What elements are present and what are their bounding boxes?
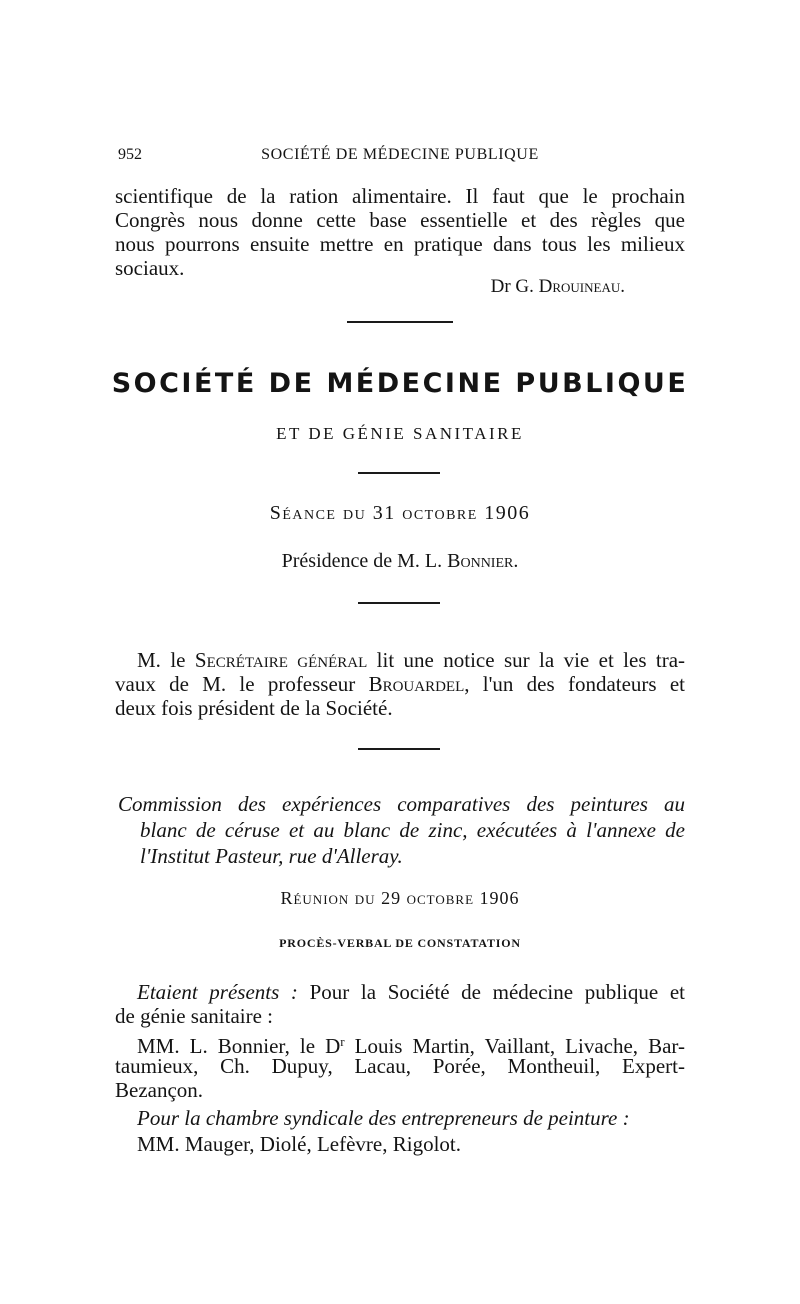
intro-line-4: sociaux. <box>115 256 185 280</box>
divider-rule <box>358 472 440 474</box>
notice-text: l'un des fondateurs et <box>482 672 686 696</box>
attendees-line-5: Bezançon. <box>115 1078 204 1102</box>
divider-rule <box>358 748 440 750</box>
divider-rule <box>358 602 440 604</box>
intro-line-2: Congrès nous donne cette base essentielle et des règles que <box>115 208 685 232</box>
notice-person: Brouardel, <box>368 672 470 696</box>
page-number: 952 <box>118 146 142 163</box>
chamber-members: MM. Mauger, Diolé, Lefèvre, Rigolot. <box>137 1132 462 1156</box>
attendees-text: MM. L. Bonnier, le D <box>137 1034 341 1059</box>
signature-name: G. Drouineau. <box>515 276 625 297</box>
divider-rule <box>347 321 453 323</box>
notice-line-1 <box>115 648 685 672</box>
notice-text: lit une notice sur la vie et les tra- <box>376 648 686 672</box>
attendees-line-4: taumieux, Ch. Dupuy, Lacau, Porée, Montheuil, Expert- <box>115 1054 685 1078</box>
present-label: Etaient présents : <box>137 980 298 1004</box>
presidence-prefix: Présidence de M. L. <box>281 550 443 572</box>
session-date: Séance du 31 octobre 1906 <box>269 502 531 524</box>
intro-line-3: nous pourrons ensuite mettre en pratique dans tous les milieux <box>115 232 685 256</box>
meeting-date: Réunion du 29 octobre 1906 <box>280 888 520 908</box>
signature <box>0 276 625 298</box>
attendees-text: Louis Martin, Vaillant, Livache, Bar- <box>354 1034 685 1059</box>
society-subtitle: ET DE GÉNIE SANITAIRE <box>276 424 524 443</box>
presidence <box>0 550 800 573</box>
notice-text: vaux de M. le professeur <box>115 672 356 696</box>
attendees-sup: r <box>340 1034 345 1049</box>
commission-line-3: l'Institut Pasteur, rue d'Alleray. <box>140 844 403 868</box>
attendees-line-1 <box>115 980 685 1004</box>
presidence-name: Bonnier. <box>447 550 519 572</box>
proces-verbal-heading: PROCÈS-VERBAL DE CONSTATATION <box>279 936 521 950</box>
notice-line-2 <box>115 672 685 696</box>
notice-text: M. le <box>137 648 186 672</box>
running-title: SOCIÉTÉ DE MÉDECINE PUBLIQUE <box>261 146 539 163</box>
attendees-line-2: de génie sanitaire : <box>115 1004 274 1028</box>
society-title: SOCIÉTÉ DE MÉDECINE PUBLIQUE <box>111 368 689 399</box>
intro-line-1: scientifique de la ration alimentaire. Il faut que le prochain <box>115 184 685 208</box>
signature-title: Dr <box>490 276 511 297</box>
notice-line-3: deux fois président de la Société. <box>115 696 393 720</box>
commission-line-2: blanc de céruse et au blanc de zinc, exécutées à l'annexe de <box>140 818 685 842</box>
commission-line-1: Commission des expériences comparatives des peintures au <box>118 792 685 816</box>
present-text: Pour la Société de médecine publique et <box>309 980 686 1004</box>
notice-role: Secrétaire général <box>194 648 368 672</box>
chamber-label: Pour la chambre syndicale des entrepreneurs de peinture : <box>137 1106 630 1130</box>
